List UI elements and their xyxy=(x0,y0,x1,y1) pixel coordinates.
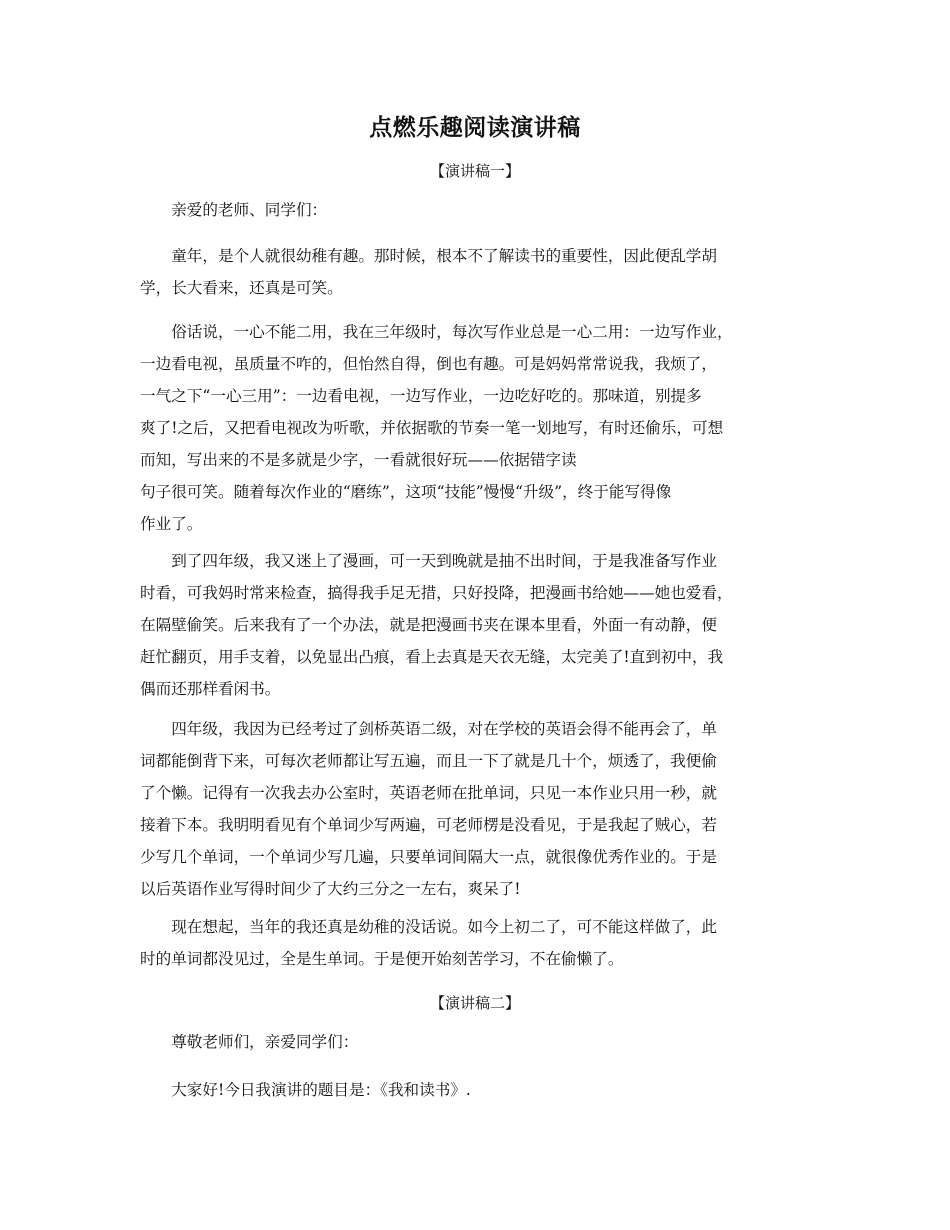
speech1-greeting xyxy=(140,194,810,226)
text-line: 一气之下“一心三用”：一边看电视，一边写作业，一边吃好吃的。那味道，别提多 xyxy=(140,387,702,405)
text-line: 了个懒。记得有一次我去办公室时，英语老师在批单词，只见一本作业只用一秒，就 xyxy=(140,784,717,802)
text-line: 学，长大看来，还真是可笑。 xyxy=(140,279,343,297)
text-line: 在隔壁偷笑。后来我有了一个办法，就是把漫画书夹在课本里看，外面一有动静，便 xyxy=(140,616,717,634)
speech1-paragraph-5 xyxy=(140,911,810,975)
speech2-greeting xyxy=(140,1026,810,1058)
text-line: 亲爱的老师、同学们： xyxy=(171,201,328,219)
text-line: 童年，是个人就很幼稚有趣。那时候，根本不了解读书的重要性，因此便乱学胡 xyxy=(171,247,717,265)
speech1-paragraph-3 xyxy=(140,545,810,705)
text-line: 赶忙翻页，用手支着，以免显出凸痕，看上去真是天衣无缝，太完美了!直到初中，我 xyxy=(140,648,724,666)
section-heading-2: 【演讲稿二】 xyxy=(429,994,520,1012)
text-line: 以后英语作业写得时间少了大约三分之一左右，爽呆了! xyxy=(140,880,521,898)
speech1-paragraph-1 xyxy=(140,240,810,304)
text-line: 偶而还那样看闲书。 xyxy=(140,680,281,698)
text-line: 现在想起，当年的我还真是幼稚的没话说。如今上初二了，可不能这样做了，此 xyxy=(171,918,717,936)
speech1-paragraph-4 xyxy=(140,713,810,905)
text-line: 尊敬老师们，亲爱同学们： xyxy=(171,1033,359,1051)
document-title: 点燃乐趣阅读演讲稿 xyxy=(369,114,581,141)
text-line: 时的单词都没见过，全是生单词。于是便开始刻苦学习，不在偷懒了。 xyxy=(140,950,624,968)
text-line: 爽了!之后，又把看电视改为听歌，并依据歌的节奏一笔一划地写，有时还偷乐，可想 xyxy=(140,419,724,437)
text-line: 词都能倒背下来，可每次老师都让写五遍，而且一下了就是几十个，烦透了，我便偷 xyxy=(140,752,717,770)
speech2-paragraph-1 xyxy=(140,1074,810,1106)
text-line: 到了四年级，我又迷上了漫画，可一天到晚就是抽不出时间，于是我准备写作业 xyxy=(171,552,717,570)
text-line: 作业了。 xyxy=(140,515,203,533)
text-line: 俗话说，一心不能二用，我在三年级时，每次写作业总是一心二用：一边写作业， xyxy=(171,323,733,341)
speech1-paragraph-2 xyxy=(140,316,810,540)
text-line: 少写几个单词，一个单词少写几遍，只要单词间隔大一点，就很像优秀作业的。于是 xyxy=(140,848,717,866)
text-line: 四年级，我因为已经考过了剑桥英语二级，对在学校的英语会得不能再会了，单 xyxy=(171,720,717,738)
text-line: 句子很可笑。随着每次作业的“磨练”，这项“技能”慢慢“升级”，终于能写得像 xyxy=(140,483,672,501)
text-line: 一边看电视，虽质量不咋的，但怡然自得，倒也有趣。可是妈妈常常说我，我烦了， xyxy=(140,355,717,373)
section-heading-1: 【演讲稿一】 xyxy=(429,162,520,180)
text-line: 时看，可我妈时常来检查，搞得我手足无措，只好投降，把漫画书给她——她也爱看， xyxy=(140,584,733,602)
text-line: 而知，写出来的不是多就是少字，一看就很好玩——依据错字读 xyxy=(140,451,577,469)
text-line: 大家好!今日我演讲的题目是：《我和读书》. xyxy=(171,1081,471,1099)
text-line: 接着下本。我明明看见有个单词少写两遍，可老师楞是没看见，于是我起了贼心，若 xyxy=(140,816,717,834)
